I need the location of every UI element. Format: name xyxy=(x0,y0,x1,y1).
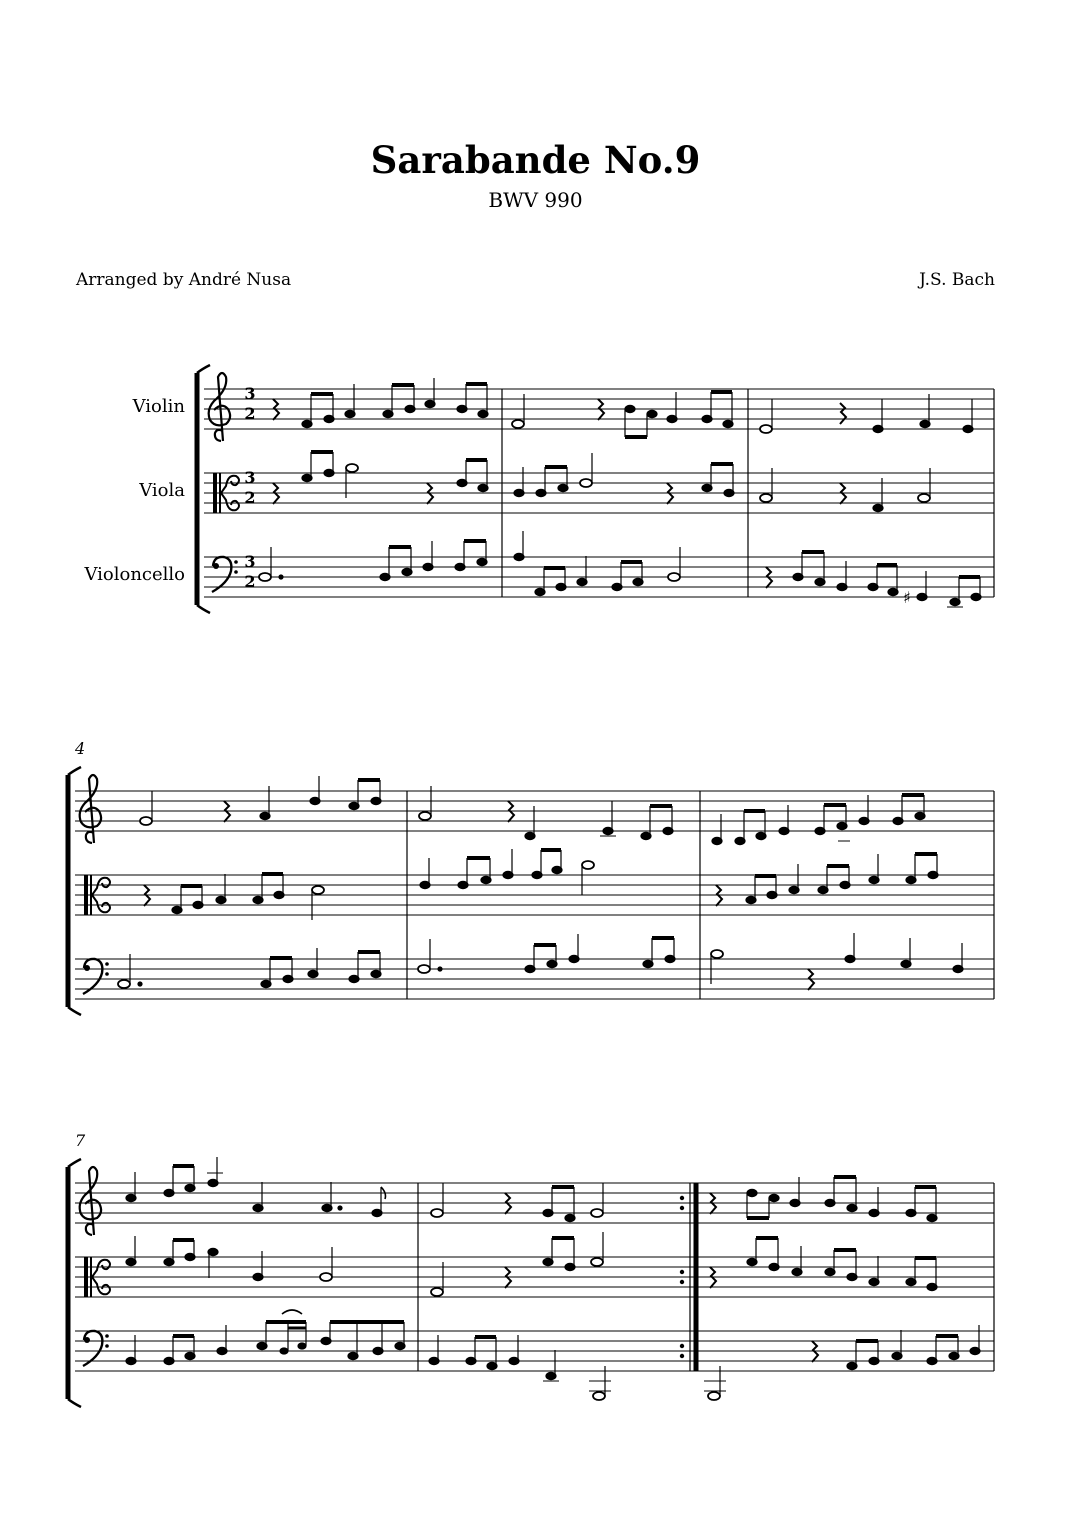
instrument-label-viola: Viola xyxy=(139,480,185,501)
violoncello-notes xyxy=(126,1310,980,1400)
time-signature-denominator: 2 xyxy=(244,488,256,507)
violin-notes xyxy=(273,378,973,437)
violoncello-notes xyxy=(118,933,963,990)
instrument-label-violin: Violin xyxy=(132,396,185,417)
violoncello-notes xyxy=(259,531,981,607)
time-signature-numerator: 3 xyxy=(244,552,256,571)
staff-violoncello xyxy=(204,557,994,597)
time-signature xyxy=(244,384,255,591)
staff-viola xyxy=(75,875,994,915)
measure-number: 7 xyxy=(75,1131,86,1150)
violin-notes xyxy=(126,1157,937,1222)
system-3 xyxy=(68,1131,994,1407)
time-signature-denominator: 2 xyxy=(244,572,256,591)
measure-number: 4 xyxy=(75,739,86,758)
svg-text:♯: ♯ xyxy=(903,588,911,607)
treble-clef-icon xyxy=(209,373,230,441)
composer-credit: J.S. Bach xyxy=(919,270,995,290)
score-title: Sarabande No.9 xyxy=(370,138,701,182)
system-1 xyxy=(83,365,994,613)
viola-notes xyxy=(126,1232,937,1296)
violin-notes xyxy=(140,776,925,845)
time-signature-numerator: 3 xyxy=(244,468,256,487)
system-2 xyxy=(68,739,994,1015)
score-subtitle: BWV 990 xyxy=(488,188,583,212)
treble-clef-icon xyxy=(80,1167,101,1235)
time-signature-denominator: 2 xyxy=(244,404,256,423)
arranger-credit: Arranged by André Nusa xyxy=(76,270,292,290)
instrument-label-violoncello: Violoncello xyxy=(84,564,185,585)
time-signature-numerator: 3 xyxy=(244,384,256,403)
treble-clef-icon xyxy=(80,775,101,843)
